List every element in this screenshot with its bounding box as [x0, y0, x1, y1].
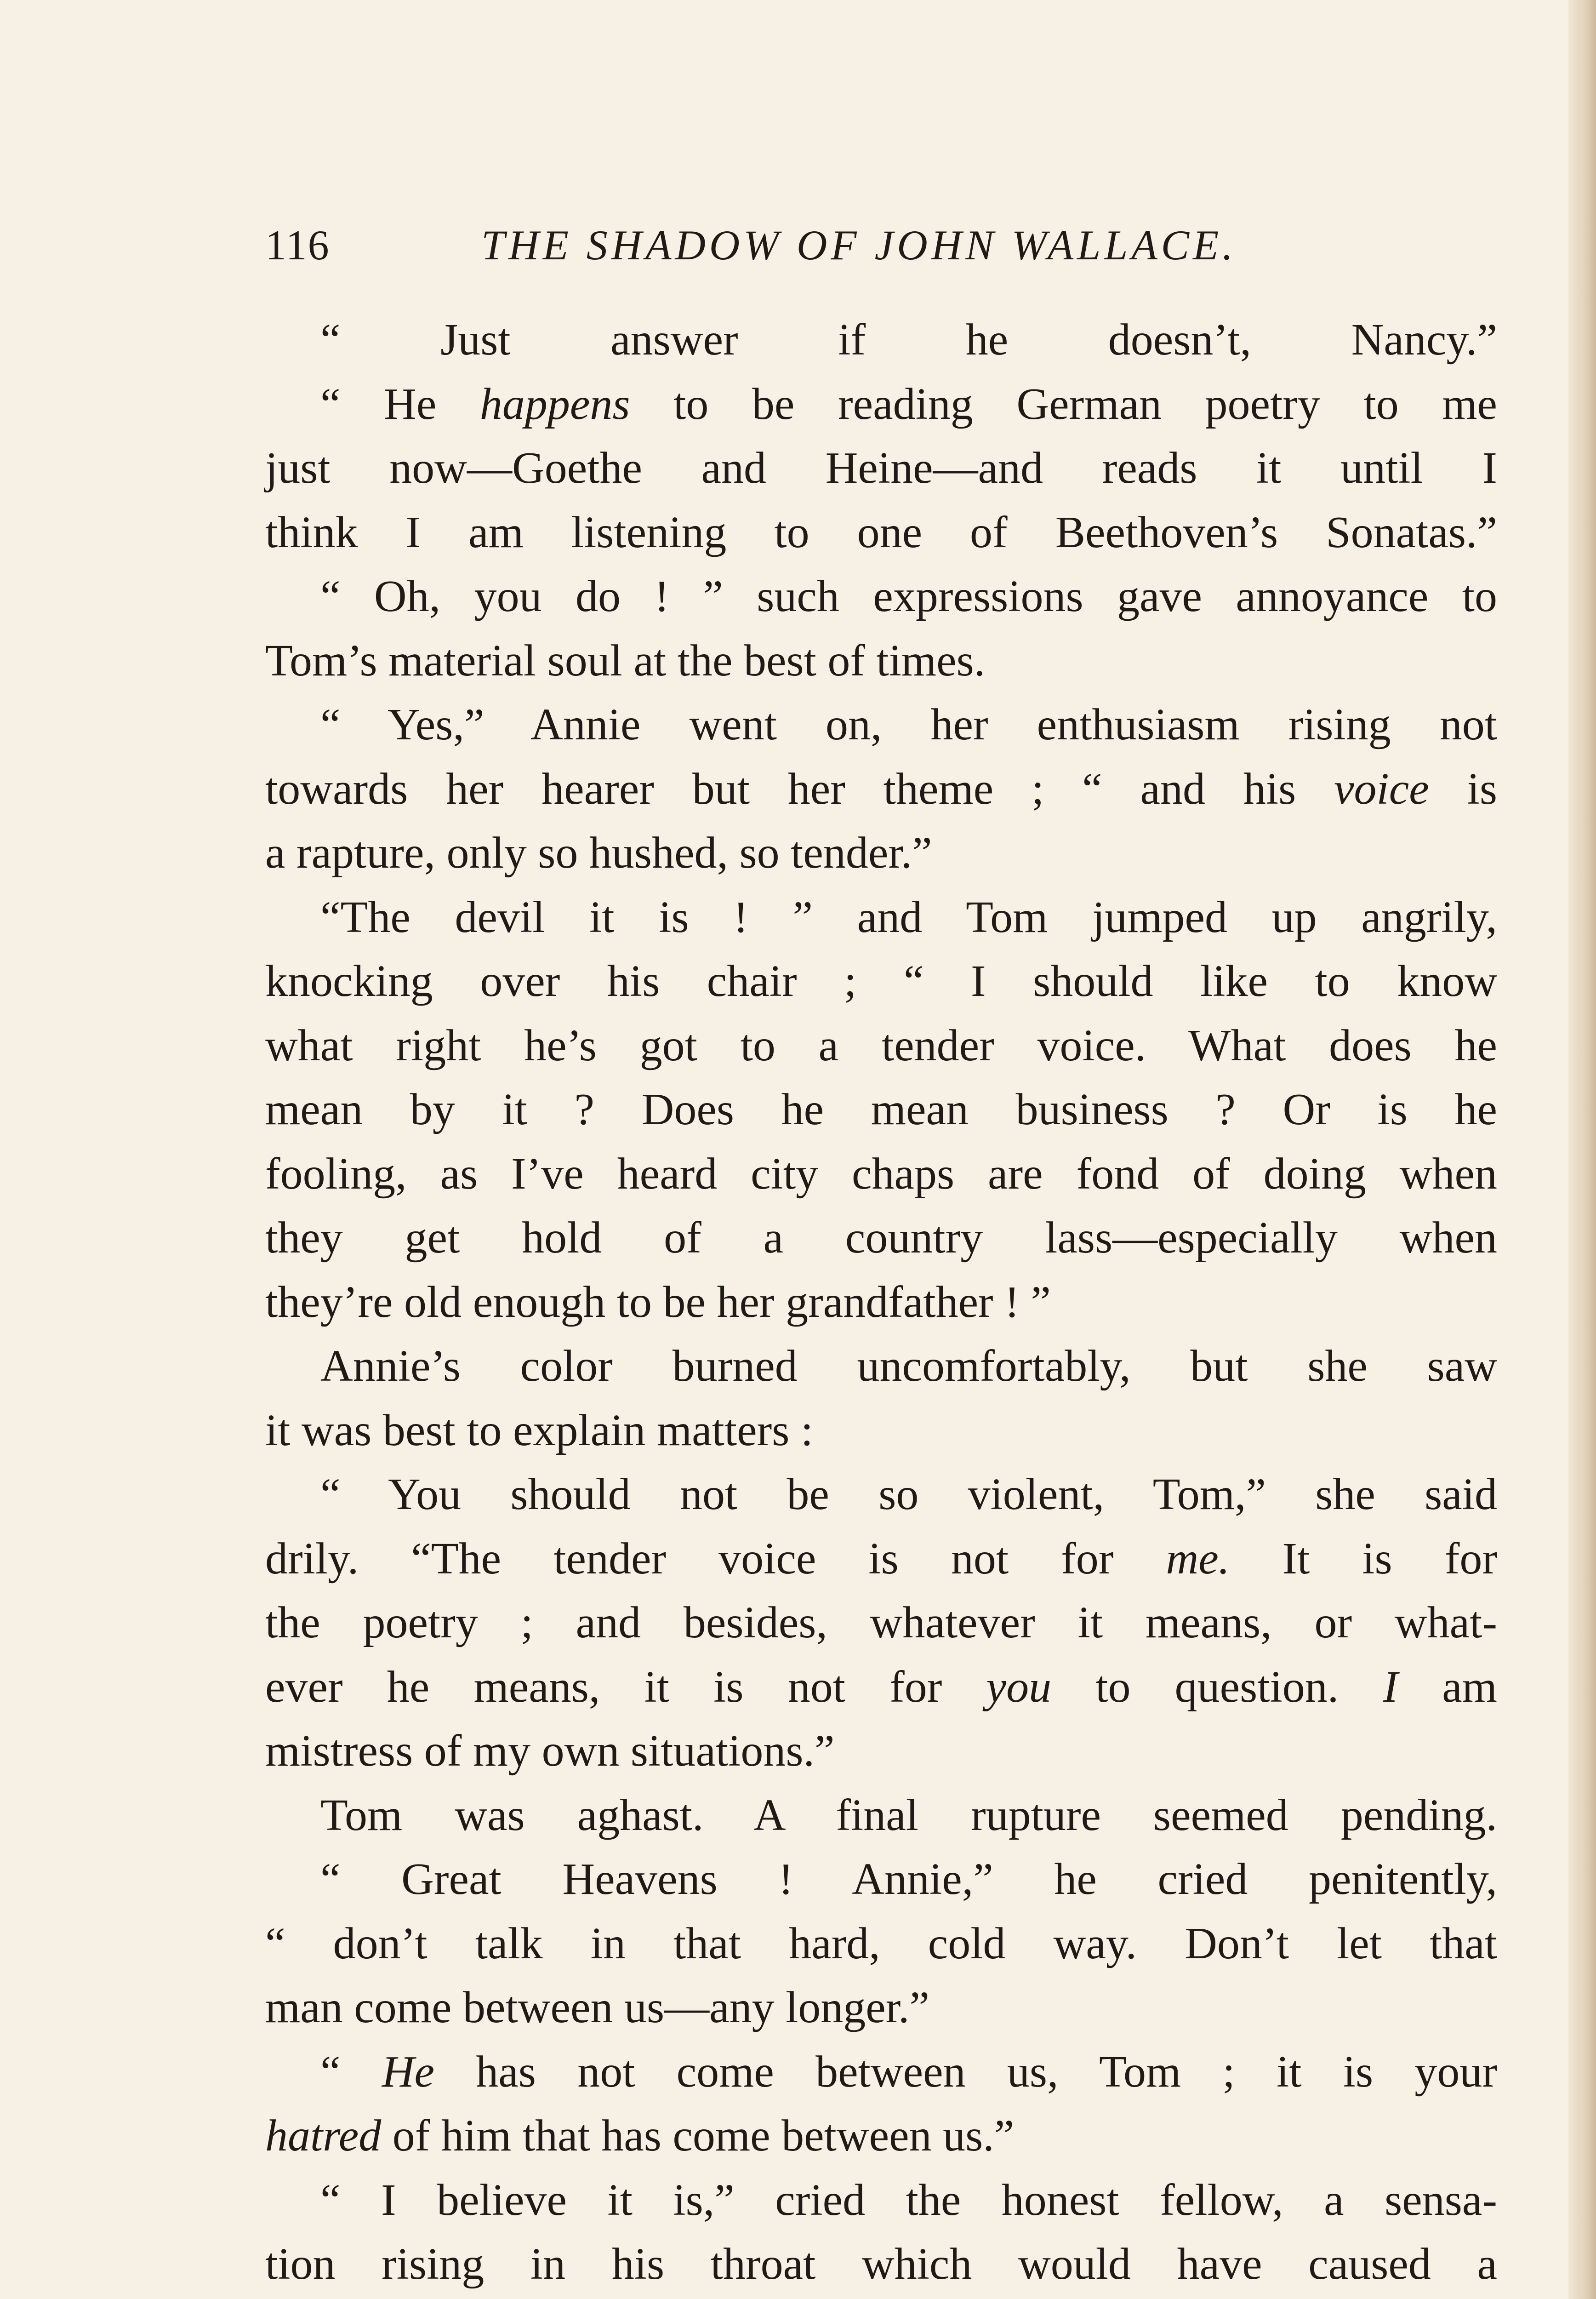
text-line: “ He happens to be reading German poetry to me	[320, 379, 1497, 429]
text-line	[265, 2297, 1497, 2299]
text-line: “ Yes,” Annie went on, her enthusiasm rising not	[320, 700, 1497, 749]
text-line: a rapture, only so hushed, so tender.”	[265, 828, 932, 878]
running-title: THE SHADOW OF JOHN WALLACE.	[481, 222, 1237, 269]
text-line: Annie’s color burned uncomfortably, but she saw	[320, 1341, 1497, 1391]
page-edge	[1568, 0, 1596, 2299]
text-line: Tom was aghast. A final rupture seemed pending.	[320, 1790, 1497, 1840]
text-line: knocking over his chair ; “ I should like to know	[265, 956, 1497, 1006]
text-line: “ He has not come between us, Tom ; it is your	[320, 2047, 1498, 2097]
text-line: mistress of my own situations.”	[265, 1726, 835, 1776]
text-line: they’re old enough to be her grandfather ! ”	[265, 1277, 1051, 1327]
text-line: “ Great Heavens ! Annie,” he cried penitently,	[320, 1854, 1497, 1904]
text-line: hatred of him that has come between us.”	[265, 2111, 1015, 2161]
body-text	[265, 308, 1497, 2299]
page-header	[265, 215, 1506, 275]
text-line: fooling, as I’ve heard city chaps are fond of doing when	[265, 1149, 1497, 1199]
text-line: drily. “The tender voice is not for me. It is for	[265, 1533, 1498, 1584]
text-line: “ don’t talk in that hard, cold way. Don’t let that	[265, 1918, 1497, 1968]
page-number: 116	[265, 222, 330, 269]
text-line: just now—Goethe and Heine—and reads it until I	[265, 443, 1497, 493]
text-line: Tom’s material soul at the best of times.	[265, 635, 986, 686]
text-line: “The devil it is ! ” and Tom jumped up angrily,	[320, 892, 1497, 942]
text-line: ever he means, it is not for you to question. I am	[265, 1662, 1497, 1712]
text-line: “ I believe it is,” cried the honest fellow, a sensa-	[320, 2175, 1497, 2225]
text-line: tion rising in his throat which would have caused a	[265, 2239, 1497, 2289]
text-line: “ Just answer if he doesn’t, Nancy.”	[320, 315, 1497, 365]
text-line: the poetry ; and besides, whatever it means, or what-	[265, 1598, 1497, 1647]
text-line: think I am listening to one of Beethoven’s Sonatas.”	[265, 507, 1497, 557]
text-line: towards her hearer but her theme ; “ and his voice is	[265, 764, 1497, 814]
text-line: it was best to explain matters :	[265, 1405, 814, 1455]
text-line: what right he’s got to a tender voice. What does he	[265, 1020, 1497, 1070]
text-line: mean by it ? Does he mean business ? Or is he	[265, 1085, 1497, 1134]
text-line: “ Oh, you do ! ” such expressions gave annoyance to	[320, 572, 1497, 621]
text-line: they get hold of a country lass—especially when	[265, 1213, 1497, 1263]
text-line: man come between us—any longer.”	[265, 1983, 930, 2032]
text-line: “ You should not be so violent, Tom,” she said	[320, 1470, 1497, 1519]
